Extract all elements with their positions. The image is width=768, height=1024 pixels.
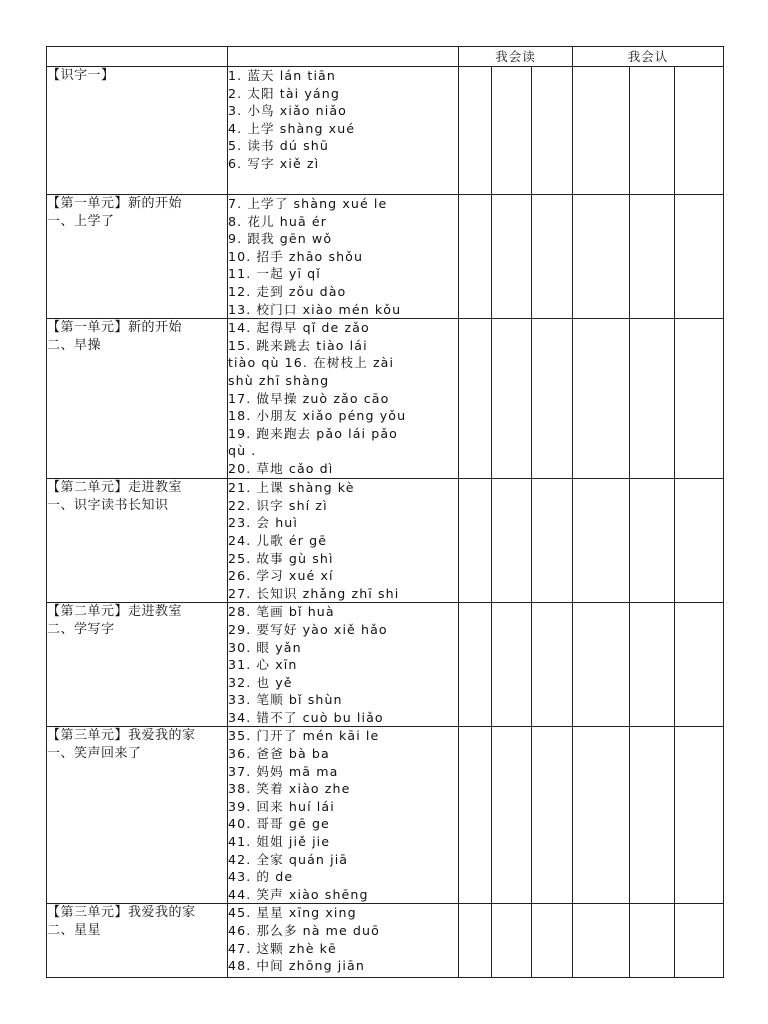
unit-title-line: 一、上学了 (47, 213, 115, 229)
section-row (47, 603, 724, 727)
recognize-check-cell[interactable] (675, 479, 724, 603)
words-cell (228, 319, 459, 479)
recognize-check-cell[interactable] (573, 195, 630, 319)
word-item: 33. 笔顺 bǐ shùn (228, 692, 343, 708)
unit-title-line: 【第二单元】走进教室 (47, 604, 183, 620)
word-item: 9. 跟我 gēn wǒ (228, 231, 333, 247)
words-cell (228, 479, 459, 603)
read-check-cell[interactable] (532, 319, 573, 479)
read-check-cell[interactable] (459, 603, 492, 727)
word-item: 36. 爸爸 bà ba (228, 746, 330, 762)
word-item: 3. 小鸟 xiǎo niǎo (228, 103, 347, 119)
unit-cell (47, 195, 228, 319)
word-item: 34. 错不了 cuò bu liǎo (228, 709, 384, 725)
word-item: 48. 中间 zhōng jiān (228, 958, 365, 974)
vocabulary-table (46, 46, 724, 978)
word-item: 30. 眼 yǎn (228, 639, 302, 655)
recognize-check-cell[interactable] (675, 904, 724, 978)
recognize-check-cell[interactable] (630, 603, 675, 727)
word-item: 18. 小朋友 xiǎo péng yǒu (228, 408, 407, 424)
word-item: 23. 会 huì (228, 515, 298, 531)
word-item: 31. 心 xīn (228, 657, 298, 673)
read-check-cell[interactable] (459, 319, 492, 479)
word-item: 38. 笑着 xiào zhe (228, 781, 351, 797)
read-check-cell[interactable] (532, 195, 573, 319)
recognize-check-cell[interactable] (630, 479, 675, 603)
word-item: 13. 校门口 xiào mén kǒu (228, 301, 402, 317)
read-check-cell[interactable] (492, 319, 532, 479)
recognize-check-cell[interactable] (573, 904, 630, 978)
word-item: tiào qù 16. 在树枝上 zài (228, 355, 395, 371)
recognize-check-cell[interactable] (630, 904, 675, 978)
unit-title-line: 二、早操 (47, 337, 102, 353)
word-item: 35. 门开了 mén kāi le (228, 728, 380, 744)
recognize-check-cell[interactable] (675, 603, 724, 727)
words-cell (228, 727, 459, 904)
word-item: 15. 跳来跳去 tiào lái (228, 337, 368, 353)
unit-cell (47, 67, 228, 195)
header-can-read: 我会读 (459, 47, 573, 67)
words-cell (228, 195, 459, 319)
recognize-check-cell[interactable] (573, 67, 630, 195)
read-check-cell[interactable] (459, 67, 492, 195)
recognize-check-cell[interactable] (675, 319, 724, 479)
word-item: qù . (228, 443, 257, 459)
word-item: 8. 花儿 huā ér (228, 213, 328, 229)
section-row (47, 727, 724, 904)
recognize-check-cell[interactable] (630, 67, 675, 195)
word-item: 43. 的 de (228, 869, 294, 885)
section-row (47, 195, 724, 319)
word-item: 1. 蓝天 lán tiān (228, 68, 336, 83)
word-item: 44. 笑声 xiào shēng (228, 886, 369, 902)
unit-cell (47, 319, 228, 479)
recognize-check-cell[interactable] (573, 319, 630, 479)
unit-cell (47, 727, 228, 904)
recognize-check-cell[interactable] (630, 195, 675, 319)
section-row (47, 319, 724, 479)
read-check-cell[interactable] (492, 727, 532, 904)
word-item: 24. 儿歌 ér gē (228, 532, 328, 548)
word-item: 39. 回来 huí lái (228, 798, 335, 814)
read-check-cell[interactable] (532, 67, 573, 195)
unit-title-line: 一、识字读书长知识 (47, 497, 169, 513)
words-cell (228, 67, 459, 195)
unit-cell (47, 603, 228, 727)
word-item: 7. 上学了 shàng xué le (228, 196, 388, 211)
word-item: 19. 跑来跑去 pǎo lái pǎo (228, 425, 398, 441)
unit-title-line: 【第一单元】新的开始 (47, 196, 183, 211)
unit-title-line: 【第一单元】新的开始 (47, 320, 183, 336)
word-item: 45. 星星 xīng xing (228, 905, 357, 921)
recognize-check-cell[interactable] (675, 727, 724, 904)
words-cell (228, 904, 459, 978)
recognize-check-cell[interactable] (675, 195, 724, 319)
unit-title-line: 【识字一】 (47, 68, 115, 83)
word-item: 17. 做早操 zuò zǎo cāo (228, 390, 390, 406)
word-item: 41. 姐姐 jiě jie (228, 834, 331, 850)
word-item: 11. 一起 yī qǐ (228, 266, 321, 282)
read-check-cell[interactable] (492, 479, 532, 603)
read-check-cell[interactable] (532, 727, 573, 904)
recognize-check-cell[interactable] (675, 67, 724, 195)
read-check-cell[interactable] (459, 479, 492, 603)
unit-title-line: 【第二单元】走进教室 (47, 480, 183, 496)
read-check-cell[interactable] (459, 195, 492, 319)
word-item: 22. 识字 shí zì (228, 497, 328, 513)
word-item: 12. 走到 zǒu dào (228, 283, 347, 299)
unit-title-line: 【第三单元】我爱我的家 (47, 905, 196, 921)
word-item: shù zhī shàng (228, 372, 330, 388)
word-item: 27. 长知识 zhǎng zhī shi (228, 585, 400, 601)
header-row (47, 47, 724, 67)
unit-title-line: 一、笑声回来了 (47, 746, 142, 762)
header-can-recognize: 我会认 (573, 47, 724, 67)
word-item: 6. 写字 xiě zì (228, 155, 320, 171)
read-check-cell[interactable] (492, 904, 532, 978)
word-item: 25. 故事 gù shì (228, 550, 334, 566)
word-item: 26. 学习 xué xí (228, 568, 334, 584)
recognize-check-cell[interactable] (630, 727, 675, 904)
section-row (47, 67, 724, 195)
words-cell (228, 603, 459, 727)
word-item: 47. 这颗 zhè kē (228, 940, 337, 956)
recognize-check-cell[interactable] (630, 319, 675, 479)
recognize-check-cell[interactable] (573, 479, 630, 603)
word-item: 5. 读书 dú shū (228, 138, 329, 154)
read-check-cell[interactable] (492, 603, 532, 727)
read-check-cell[interactable] (532, 904, 573, 978)
unit-cell (47, 479, 228, 603)
section-row (47, 479, 724, 603)
word-item: 40. 哥哥 gē ge (228, 816, 330, 832)
read-check-cell[interactable] (492, 195, 532, 319)
section-row (47, 904, 724, 978)
read-check-cell[interactable] (532, 603, 573, 727)
word-item: 29. 要写好 yào xiě hǎo (228, 621, 388, 637)
unit-title-line: 【第三单元】我爱我的家 (47, 728, 196, 744)
word-item: 46. 那么多 nà me duō (228, 923, 380, 939)
word-item: 14. 起得早 qǐ de zǎo (228, 320, 370, 336)
read-check-cell[interactable] (532, 479, 573, 603)
header-words-cell (228, 47, 459, 67)
word-item: 4. 上学 shàng xué (228, 120, 356, 136)
read-check-cell[interactable] (459, 727, 492, 904)
word-item: 2. 太阳 tài yáng (228, 85, 340, 101)
recognize-check-cell[interactable] (573, 727, 630, 904)
word-item: 37. 妈妈 mā ma (228, 763, 339, 779)
header-unit-cell (47, 47, 228, 67)
unit-cell (47, 904, 228, 978)
word-item: 28. 笔画 bǐ huà (228, 604, 335, 620)
read-check-cell[interactable] (492, 67, 532, 195)
word-item: 10. 招手 zhāo shǒu (228, 248, 364, 264)
recognize-check-cell[interactable] (573, 603, 630, 727)
word-item: 32. 也 yě (228, 674, 293, 690)
unit-title-line: 二、学写字 (47, 621, 115, 637)
unit-title-line: 二、星星 (47, 923, 102, 939)
read-check-cell[interactable] (459, 904, 492, 978)
word-item: 42. 全家 quán jiā (228, 851, 349, 867)
word-item: 20. 草地 cǎo dì (228, 460, 334, 476)
word-item: 21. 上课 shàng kè (228, 480, 355, 496)
